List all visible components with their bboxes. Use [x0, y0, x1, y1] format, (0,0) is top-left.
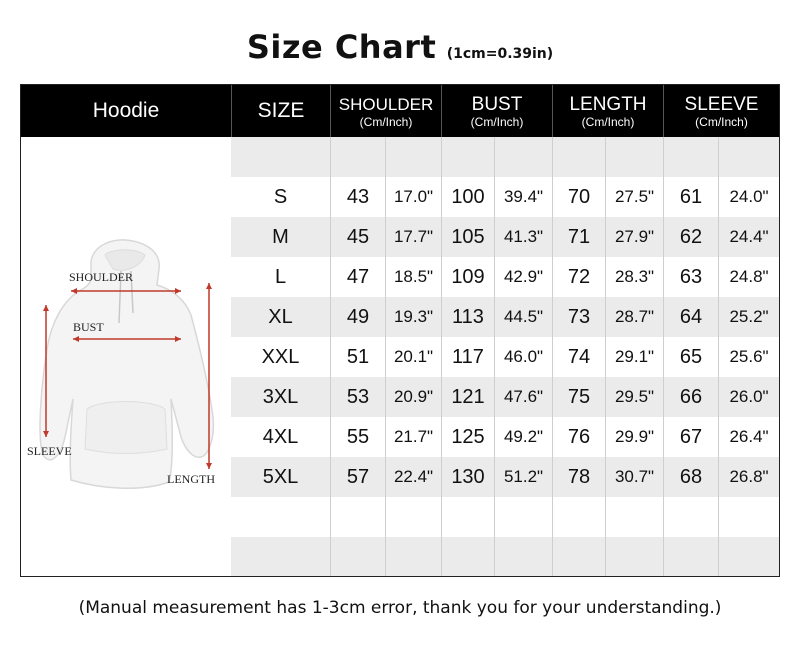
length-cm-cell: 72	[567, 266, 591, 288]
shoulder-in-cell: 22.4"	[393, 467, 434, 486]
length-in-cell: 29.1"	[614, 347, 655, 366]
sleeve-cm-cell: 64	[679, 306, 703, 328]
sleeve-cm-cell: 62	[679, 226, 703, 248]
bust-cm-cell: 117	[452, 346, 484, 368]
svg-text:LENGTH: LENGTH	[167, 472, 215, 486]
svg-text:BUST: BUST	[73, 320, 104, 334]
length-cm-cell: 78	[567, 466, 591, 488]
bust-cm-cell: 100	[451, 186, 485, 208]
size-cell: XL	[268, 306, 293, 328]
size-cell: 3XL	[262, 386, 299, 408]
table-row	[231, 257, 779, 297]
sleeve-in-cell: 25.2"	[729, 307, 769, 326]
sleeve-cm-cell: 66	[679, 386, 703, 408]
table-header	[21, 85, 779, 137]
hoodie-diagram	[21, 137, 231, 576]
column-divider	[385, 137, 386, 576]
shoulder-measure	[69, 270, 181, 294]
sleeve-in-cell: 26.0"	[729, 387, 769, 406]
bust-in-cell: 42.9"	[503, 267, 544, 286]
table-row	[231, 377, 779, 417]
length-cm-cell: 71	[567, 226, 591, 248]
column-divider	[494, 137, 495, 576]
length-cm-cell: 76	[567, 426, 591, 448]
length-in-cell: 28.7"	[614, 307, 655, 326]
length-in-cell: 27.9"	[614, 227, 655, 246]
bust-cm-cell: 121	[451, 386, 485, 408]
size-cell: 4XL	[262, 426, 299, 448]
bust-cm-cell: 113	[452, 306, 484, 328]
length-in-cell: 29.9"	[614, 427, 655, 446]
sleeve-in-cell: 26.4"	[729, 427, 769, 446]
shoulder-cm-cell: 53	[346, 386, 370, 408]
length-cm-cell: 74	[567, 346, 591, 368]
length-cm-cell: 75	[567, 386, 591, 408]
bust-cm-cell: 125	[451, 426, 485, 448]
sleeve-in-cell: 24.4"	[729, 227, 769, 246]
header-hoodie: Hoodie	[92, 99, 160, 122]
length-in-cell: 28.3"	[614, 267, 655, 286]
header-size: SIZE	[257, 99, 305, 122]
shoulder-cm-cell: 43	[346, 186, 370, 208]
table-row	[231, 337, 779, 377]
bust-in-cell: 47.6"	[503, 387, 544, 406]
size-cell: 5XL	[262, 466, 299, 488]
bust-cm-cell: 105	[451, 226, 485, 248]
sleeve-cm-cell: 61	[679, 186, 703, 208]
header-sleeve: SLEEVE (Cm/Inch)	[684, 94, 759, 129]
length-in-cell: 29.5"	[614, 387, 655, 406]
shoulder-in-cell: 20.9"	[393, 387, 434, 406]
spacer-row	[231, 537, 779, 576]
size-cell: L	[274, 266, 287, 288]
title-main: Size Chart	[246, 28, 437, 66]
column-divider	[441, 137, 442, 576]
sleeve-in-cell: 26.8"	[729, 467, 769, 486]
measurement-note: (Manual measurement has 1-3cm error, thank you for your understanding.)	[78, 598, 722, 618]
size-grid	[231, 137, 779, 576]
bust-cm-cell: 109	[451, 266, 485, 288]
sleeve-cm-cell: 67	[679, 426, 703, 448]
length-cm-cell: 73	[567, 306, 591, 328]
header-length: LENGTH (Cm/Inch)	[569, 94, 647, 129]
length-in-cell: 30.7"	[614, 467, 655, 486]
length-in-cell: 27.5"	[614, 187, 655, 206]
bust-in-cell: 49.2"	[503, 427, 544, 446]
shoulder-cm-cell: 47	[346, 266, 370, 288]
shoulder-in-cell: 20.1"	[393, 347, 434, 366]
column-divider	[605, 137, 606, 576]
sleeve-cm-cell: 68	[679, 466, 703, 488]
header-shoulder: SHOULDER (Cm/Inch)	[338, 95, 434, 129]
table-row	[231, 177, 779, 217]
bust-in-cell: 41.3"	[503, 227, 544, 246]
shoulder-cm-cell: 49	[346, 306, 370, 328]
shoulder-cm-cell: 51	[346, 346, 370, 368]
svg-text:SLEEVE: SLEEVE	[27, 444, 72, 458]
sleeve-in-cell: 24.0"	[729, 187, 769, 206]
svg-text:SHOULDER: SHOULDER	[69, 270, 134, 284]
spacer-row	[231, 137, 779, 177]
shoulder-cm-cell: 45	[346, 226, 370, 248]
size-chart-table	[20, 84, 780, 577]
shoulder-in-cell: 21.7"	[393, 427, 434, 446]
size-cell: XXL	[261, 346, 300, 368]
bust-in-cell: 39.4"	[503, 187, 544, 206]
bust-in-cell: 51.2"	[503, 467, 544, 486]
table-row	[231, 297, 779, 337]
shoulder-cm-cell: 55	[346, 426, 370, 448]
chart-title	[0, 28, 800, 66]
sleeve-cm-cell: 63	[679, 266, 703, 288]
table-row	[231, 457, 779, 497]
table-row	[231, 217, 779, 257]
bust-in-cell: 46.0"	[503, 347, 544, 366]
shoulder-in-cell: 17.7"	[393, 227, 434, 246]
sleeve-in-cell: 24.8"	[729, 267, 769, 286]
header-bust: BUST (Cm/Inch)	[470, 94, 524, 129]
table-row	[231, 417, 779, 457]
bust-in-cell: 44.5"	[503, 307, 544, 326]
hoodie-diagram-panel	[21, 137, 231, 576]
size-cell: M	[272, 226, 289, 248]
bust-cm-cell: 130	[451, 466, 485, 488]
spacer-row	[231, 497, 779, 537]
title-conversion: (1cm=0.39in)	[446, 46, 554, 62]
column-divider	[330, 137, 331, 576]
shoulder-in-cell: 19.3"	[393, 307, 434, 326]
shoulder-cm-cell: 57	[346, 466, 370, 488]
sleeve-in-cell: 25.6"	[729, 347, 769, 366]
column-divider	[552, 137, 553, 576]
column-divider	[718, 137, 719, 576]
sleeve-cm-cell: 65	[679, 346, 703, 368]
column-divider	[663, 137, 664, 576]
size-cell: S	[273, 186, 288, 208]
length-cm-cell: 70	[567, 186, 591, 208]
shoulder-in-cell: 18.5"	[393, 267, 434, 286]
shoulder-in-cell: 17.0"	[393, 187, 434, 206]
